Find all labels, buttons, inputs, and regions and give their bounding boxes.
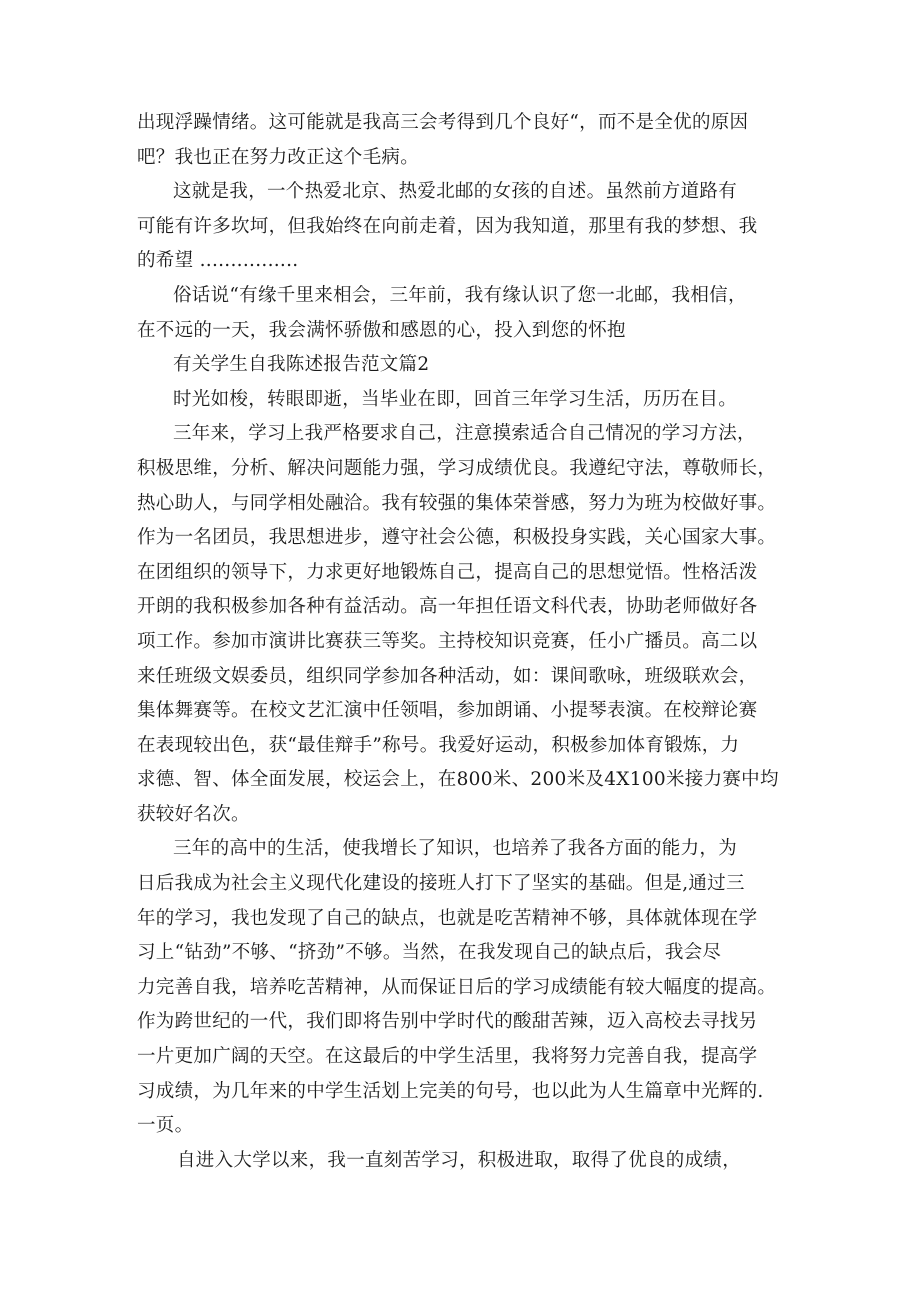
text-line: 求德、智、体全面发展，校运会上，在800米、200米及4X100米接力赛中均 — [137, 769, 779, 791]
text-line: 在不远的一天，我会满怀骄傲和感恩的心，投入到您的怀抱 — [137, 319, 626, 341]
text-line: 吧？我也正在努力改正这个毛病。 — [137, 146, 420, 168]
text-line: 日后我成为社会主义现代化建设的接班人打下了坚实的基础。但是,通过三 — [137, 873, 745, 895]
text-line: 自进入大学以来，我一直刻苦学习，积极进取，取得了优良的成绩， — [177, 1149, 742, 1171]
text-line: 三年来，学习上我严格要求自己，注意摸索适合自己情况的学习方法， — [173, 423, 756, 445]
text-line: 积极思维，分析、解决问题能力强，学习成绩优良。我遵纪守法，尊敬师长， — [137, 457, 777, 479]
text-line: 作为跨世纪的一代，我们即将告别中学时代的酸甜苦辣，迈入高校去寻找另 — [137, 1011, 758, 1033]
text-line: 热心助人，与同学相处融洽。我有较强的集体荣誉感，努力为班为校做好事。 — [137, 492, 777, 514]
text-line: 习上“钻劲”不够、“挤劲”不够。当然，在我发现自己的缺点后，我会尽 — [137, 942, 722, 964]
text-line: 获较好名次。 — [137, 803, 250, 825]
text-line: 的希望 ................ — [137, 250, 299, 272]
text-line: 三年的高中的生活，使我增长了知识，也培养了我各方面的能力，为 — [173, 838, 738, 860]
text-line: 项工作。参加市演讲比赛获三等奖。主持校知识竞赛，任小广播员。高二以 — [137, 630, 758, 652]
text-line: 力完善自我，培养吃苦精神，从而保证日后的学习成绩能有较大幅度的提高。 — [137, 976, 777, 998]
text-line: 可能有许多坎坷，但我始终在向前走着，因为我知道，那里有我的梦想、我 — [137, 215, 758, 237]
document-body — [137, 106, 793, 1178]
text-line: 一页。 — [137, 1115, 194, 1137]
text-line: 一片更加广阔的天空。在这最后的中学生活里，我将努力完善自我，提高学 — [137, 1046, 758, 1068]
text-line: 在表现较出色，获“最佳辩手”称号。我爱好运动，积极参加体育锻炼，力 — [137, 734, 740, 756]
text-line: 这就是我，一个热爱北京、热爱北邮的女孩的自述。虽然前方道路有 — [173, 181, 738, 203]
text-line: 时光如梭，转眼即逝，当毕业在即，回首三年学习生活，历历在目。 — [173, 388, 738, 410]
text-line: 在团组织的领导下，力求更好地锻炼自己，提高自己的思想觉悟。性格活泼 — [137, 561, 758, 583]
text-line: 开朗的我积极参加各种有益活动。高一年担任语文科代表，协助老师做好各 — [137, 596, 758, 618]
text-line: 习成绩，为几年来的中学生活划上完美的句号，也以此为人生篇章中光辉的. — [137, 1080, 764, 1102]
text-line: 俗话说“有缘千里来相会，三年前，我有缘认识了您一北邮，我相信， — [173, 284, 747, 306]
text-line: 来任班级文娱委员，组织同学参加各种活动，如：课间歌咏，班级联欢会， — [137, 665, 758, 687]
text-line: 出现浮躁情绪。这可能就是我高三会考得到几个良好“，而不是全优的原因 — [137, 112, 749, 133]
text-line: 作为一名团员，我思想进步，遵守社会公德，积极投身实践，关心国家大事。 — [137, 527, 777, 549]
section-heading: 有关学生自我陈述报告范文篇2 — [173, 354, 430, 376]
text-line: 集体舞赛等。在校文艺汇演中任领唱，参加朗诵、小提琴表演。在校辩论赛 — [137, 700, 758, 722]
text-line: 年的学习，我也发现了自己的缺点，也就是吃苦精神不够，具体就体现在学 — [137, 907, 758, 929]
